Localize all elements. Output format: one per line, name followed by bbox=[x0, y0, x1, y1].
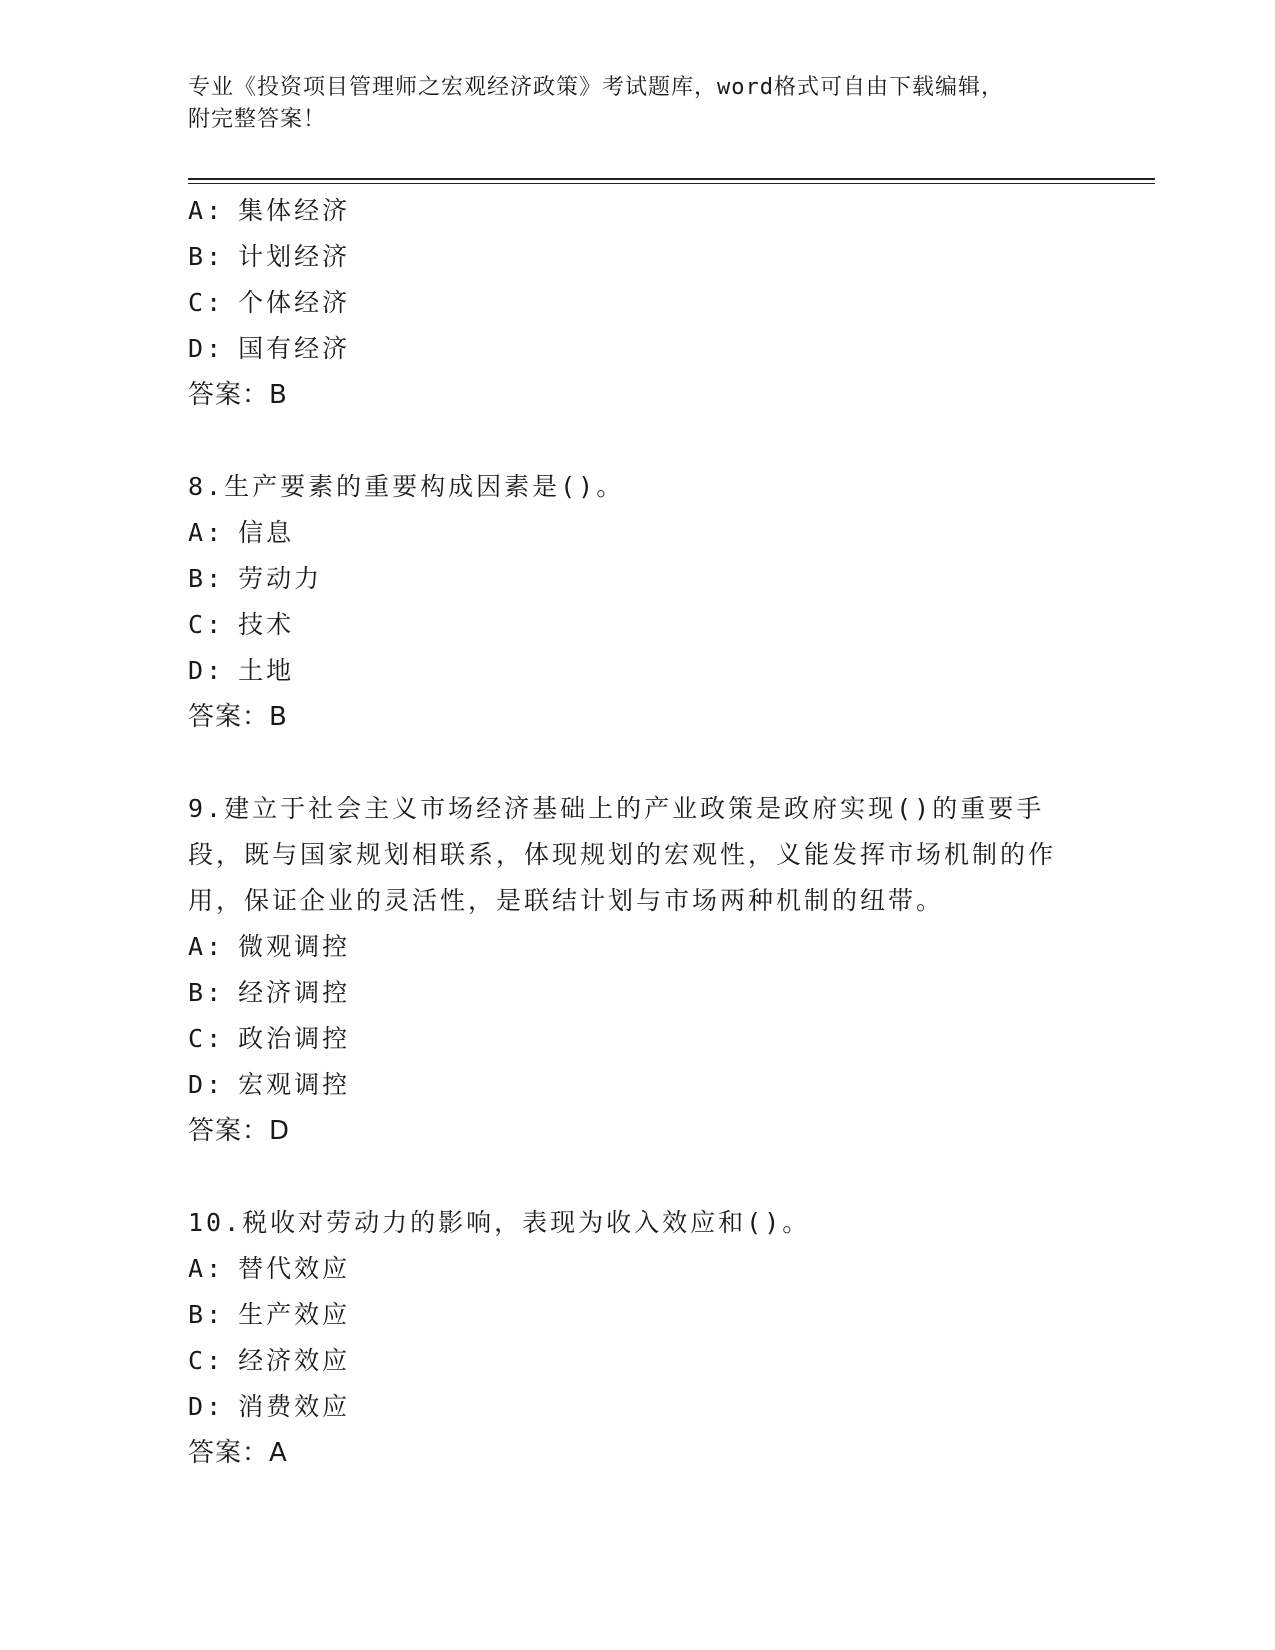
spacer bbox=[188, 418, 1088, 464]
answer: 答案：A bbox=[188, 1438, 288, 1468]
option-c: C: 个体经济 bbox=[188, 288, 351, 317]
answer: 答案：B bbox=[188, 380, 288, 410]
option-c: C: 经济效应 bbox=[188, 1346, 351, 1375]
question-8 bbox=[188, 464, 1088, 740]
header-line-1: 专业《投资项目管理师之宏观经济政策》考试题库，word格式可自由下载编辑， bbox=[188, 75, 1004, 100]
option-b: B: 劳动力 bbox=[188, 564, 323, 593]
option-d: D: 宏观调控 bbox=[188, 1070, 351, 1099]
question-10 bbox=[188, 1200, 1088, 1476]
option-a: A: 集体经济 bbox=[188, 196, 351, 225]
option-b: B: 计划经济 bbox=[188, 242, 351, 271]
question-stem: 10.税收对劳动力的影响，表现为收入效应和()。 bbox=[188, 1208, 811, 1237]
question-9 bbox=[188, 786, 1088, 1154]
spacer bbox=[188, 1154, 1088, 1200]
option-c: C: 技术 bbox=[188, 610, 295, 639]
header-line-2: 附完整答案！ bbox=[188, 107, 327, 132]
option-c: C: 政治调控 bbox=[188, 1024, 351, 1053]
option-d: D: 土地 bbox=[188, 656, 295, 685]
header-divider bbox=[188, 178, 1155, 184]
question-stem: 8.生产要素的重要构成因素是()。 bbox=[188, 472, 625, 501]
spacer bbox=[188, 740, 1088, 786]
answer: 答案：B bbox=[188, 702, 288, 732]
option-b: B: 经济调控 bbox=[188, 978, 351, 1007]
option-a: A: 微观调控 bbox=[188, 932, 351, 961]
option-d: D: 国有经济 bbox=[188, 334, 351, 363]
answer: 答案：D bbox=[188, 1116, 291, 1146]
document-header bbox=[188, 72, 1068, 136]
question-list bbox=[188, 188, 1088, 1476]
question-7 bbox=[188, 188, 1088, 418]
option-a: A: 替代效应 bbox=[188, 1254, 351, 1283]
option-b: B: 生产效应 bbox=[188, 1300, 351, 1329]
option-d: D: 消费效应 bbox=[188, 1392, 351, 1421]
option-a: A: 信息 bbox=[188, 518, 295, 547]
question-stem: 9.建立于社会主义市场经济基础上的产业政策是政府实现()的重要手段，既与国家规划相联系，体现规划的宏观性，义能发挥市场机制的作用，保证企业的灵活性，是联结计划与市场两种机制的纽带。 bbox=[188, 794, 1057, 915]
